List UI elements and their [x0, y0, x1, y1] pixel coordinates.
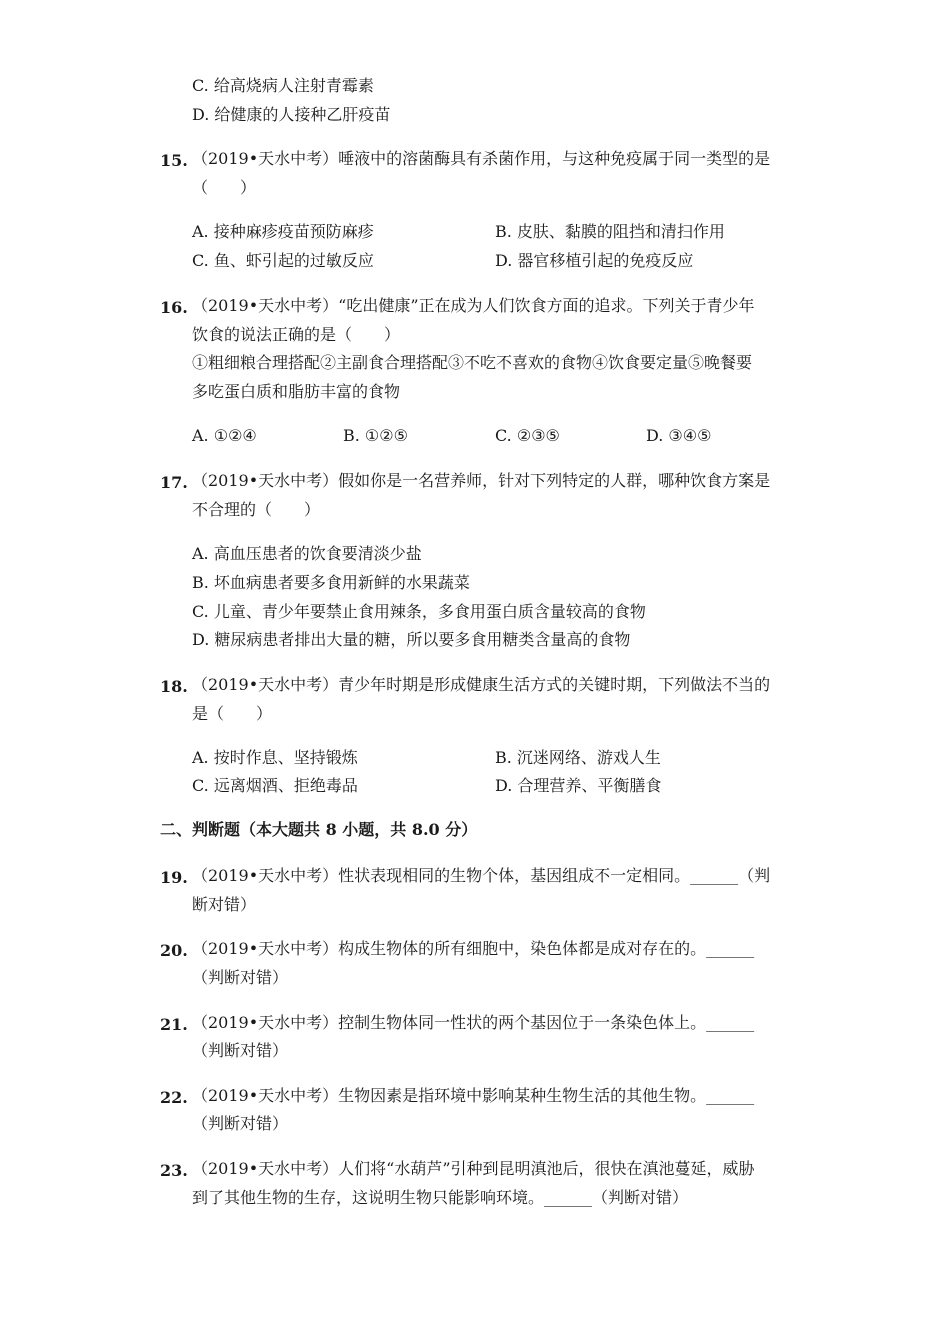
- option-c: C. 给高烧病人注射青霉素: [192, 76, 374, 95]
- option-b: B. 皮肤、黏膜的阻挡和清扫作用: [495, 222, 725, 241]
- question-number: 17.: [160, 473, 188, 492]
- question-text: 断对错）: [192, 895, 257, 914]
- option-d: D. 合理营养、平衡膳食: [495, 776, 662, 795]
- option-b: B. 坏血病患者要多食用新鲜的水果蔬菜: [192, 573, 470, 592]
- question-text: 多吃蛋白质和脂肪丰富的食物: [192, 382, 401, 401]
- question-number: 23.: [160, 1161, 188, 1180]
- question-number: 20.: [160, 941, 188, 960]
- option-d: D. ③④⑤: [646, 426, 712, 445]
- question-text: 到了其他生物的生存，这说明生物只能影响环境。______（判断对错）: [192, 1188, 689, 1207]
- question-text: （判断对错）: [192, 1041, 289, 1060]
- question-text: 是（ ）: [192, 704, 273, 723]
- question-text: 饮食的说法正确的是（ ）: [192, 325, 401, 344]
- option-b: B. 沉迷网络、游戏人生: [495, 748, 661, 767]
- question-text: （ ）: [192, 178, 257, 197]
- option-c: C. 远离烟酒、拒绝毒品: [192, 776, 358, 795]
- option-c: C. 儿童、青少年要禁止食用辣条，多食用蛋白质含量较高的食物: [192, 602, 646, 621]
- question-text: （2019•天水中考）控制生物体同一性状的两个基因位于一条染色体上。______: [192, 1013, 755, 1032]
- question-number: 16.: [160, 298, 188, 317]
- question-number: 21.: [160, 1015, 188, 1034]
- question-text: 不合理的（ ）: [192, 500, 321, 519]
- question-text: （2019•天水中考）性状表现相同的生物个体，基因组成不一定相同。______（判: [192, 866, 771, 885]
- option-d: D. 糖尿病患者排出大量的糖，所以要多食用糖类含量高的食物: [192, 630, 631, 649]
- option-a: A. 按时作息、坚持锻炼: [192, 748, 358, 767]
- question-text: （判断对错）: [192, 1114, 289, 1133]
- question-text: （2019•天水中考）青少年时期是形成健康生活方式的关键时期，下列做法不当的: [192, 675, 771, 694]
- option-a: A. 接种麻疹疫苗预防麻疹: [192, 222, 374, 241]
- option-c: C. ②③⑤: [495, 426, 560, 445]
- question-number: 15.: [160, 151, 188, 170]
- question-text: （2019•天水中考）构成生物体的所有细胞中，染色体都是成对存在的。______: [192, 939, 755, 958]
- option-c: C. 鱼、虾引起的过敏反应: [192, 251, 374, 270]
- question-text: （判断对错）: [192, 968, 289, 987]
- option-a: A. 高血压患者的饮食要清淡少盐: [192, 544, 422, 563]
- option-a: A. ①②④: [192, 426, 257, 445]
- question-text: （2019•天水中考）“吃出健康”正在成为人们饮食方面的追求。下列关于青少年: [192, 296, 755, 315]
- option-d: D. 给健康的人接种乙肝疫苗: [192, 105, 391, 124]
- question-number: 22.: [160, 1088, 188, 1107]
- question-text: （2019•天水中考）生物因素是指环境中影响某种生物生活的其他生物。______: [192, 1086, 755, 1105]
- section-heading: 二、判断题（本大题共 8 小题，共 8.0 分）: [160, 820, 478, 839]
- option-b: B. ①②⑤: [343, 426, 408, 445]
- question-text: （2019•天水中考）人们将“水葫芦”引种到昆明滇池后，很快在滇池蔓延，威胁: [192, 1159, 755, 1178]
- option-d: D. 器官移植引起的免疫反应: [495, 251, 694, 270]
- question-text: （2019•天水中考）假如你是一名营养师，针对下列特定的人群，哪种饮食方案是: [192, 471, 771, 490]
- question-text: ①粗细粮合理搭配②主副食合理搭配③不吃不喜欢的食物④饮食要定量⑤晚餐要: [192, 353, 753, 372]
- question-number: 18.: [160, 677, 188, 696]
- question-number: 19.: [160, 868, 188, 887]
- question-text: （2019•天水中考）唾液中的溶菌酶具有杀菌作用，与这种免疫属于同一类型的是: [192, 149, 771, 168]
